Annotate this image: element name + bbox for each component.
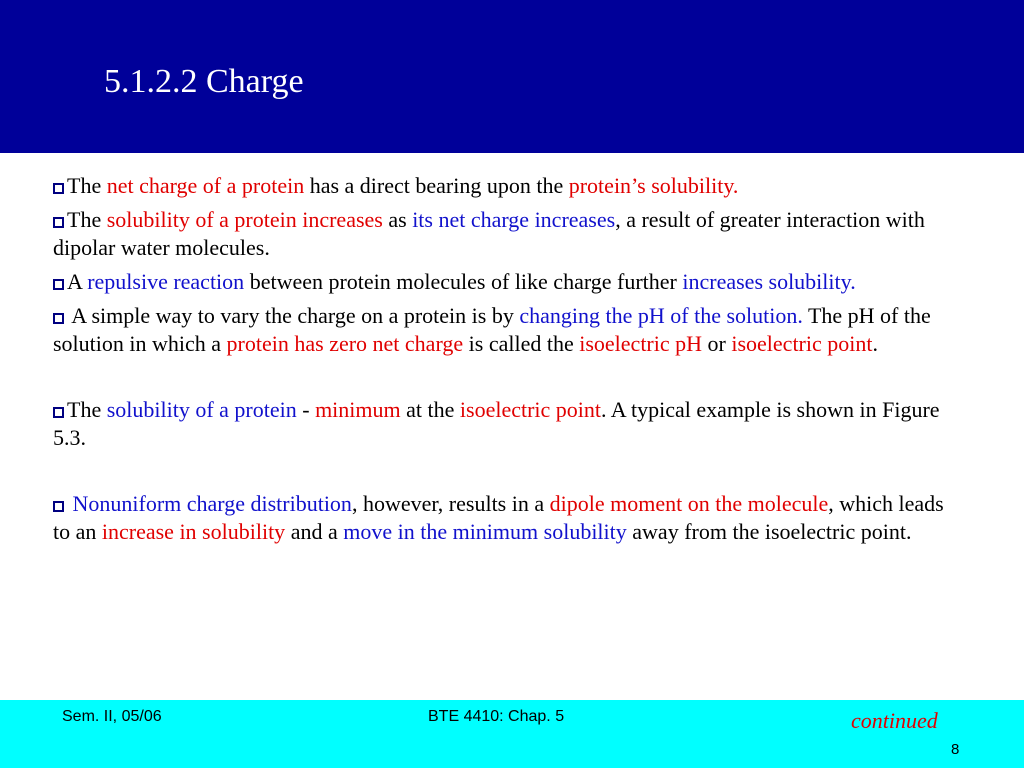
slide-title: 5.1.2.2 Charge [104, 63, 304, 100]
bullet-item [53, 172, 959, 200]
bullet-item [53, 490, 959, 546]
text-segment: between protein molecules of like charge further [244, 269, 683, 294]
text-segment: dipole moment on the molecule [549, 491, 829, 516]
text-segment: , which leads to an [53, 491, 944, 544]
bullet-item [53, 206, 959, 262]
square-bullet-icon [53, 313, 64, 324]
text-segment: is called the [463, 331, 580, 356]
footer-bar [0, 700, 1024, 768]
text-segment: solubility of a protein [106, 397, 297, 422]
bullet-list [53, 172, 959, 546]
text-segment: increases solubility. [682, 269, 856, 294]
text-segment: its net charge increases [412, 207, 616, 232]
text-segment: as [382, 207, 413, 232]
text-segment: away from the isoelectric point. [626, 519, 912, 544]
bullet-item [53, 396, 959, 452]
text-segment: The [67, 397, 107, 422]
square-bullet-icon [53, 501, 64, 512]
text-segment: A [67, 269, 88, 294]
text-segment: Nonuniform charge distribution [72, 491, 352, 516]
square-bullet-icon [53, 407, 64, 418]
text-segment: The [67, 207, 107, 232]
text-segment: move in the minimum solubility [343, 519, 627, 544]
text-segment: net charge of a protein [106, 173, 305, 198]
footer-semester: Sem. II, 05/06 [62, 708, 162, 725]
footer-continued: continued [851, 708, 938, 733]
text-segment: The pH of the solution in which a [53, 303, 931, 356]
text-segment: increase in solubility [101, 519, 286, 544]
text-segment: isoelectric point [459, 397, 602, 422]
text-segment: changing the pH of the solution. [519, 303, 803, 328]
footer-course: BTE 4410: Chap. 5 [428, 708, 565, 725]
text-segment: or [702, 331, 732, 356]
text-segment: isoelectric pH [579, 331, 703, 356]
text-segment: The [67, 173, 107, 198]
text-segment: isoelectric point [731, 331, 873, 356]
text-segment: has a direct bearing upon the [304, 173, 569, 198]
text-segment: A simple way to vary the charge on a protein is by [67, 303, 520, 328]
text-segment: at the [400, 397, 460, 422]
text-segment: protein has zero net charge [226, 331, 464, 356]
text-segment: . [872, 331, 878, 356]
slide-number: 8 [951, 741, 960, 758]
title-bar [0, 0, 1024, 153]
text-segment: repulsive reaction [87, 269, 245, 294]
square-bullet-icon [53, 183, 64, 194]
text-segment: - [296, 397, 316, 422]
text-segment: solubility of a protein increases [106, 207, 383, 232]
text-segment: . A typical example is shown in Figure 5.3. [53, 397, 940, 450]
text-segment: protein’s solubility. [568, 173, 739, 198]
square-bullet-icon [53, 279, 64, 290]
text-segment: minimum [315, 397, 401, 422]
text-segment: , a result of greater interaction with dipolar water molecules. [53, 207, 925, 260]
text-segment: , however, results in a [351, 491, 550, 516]
bullet-item [53, 268, 959, 296]
bullet-item [53, 302, 959, 358]
text-segment: and a [285, 519, 344, 544]
square-bullet-icon [53, 217, 64, 228]
